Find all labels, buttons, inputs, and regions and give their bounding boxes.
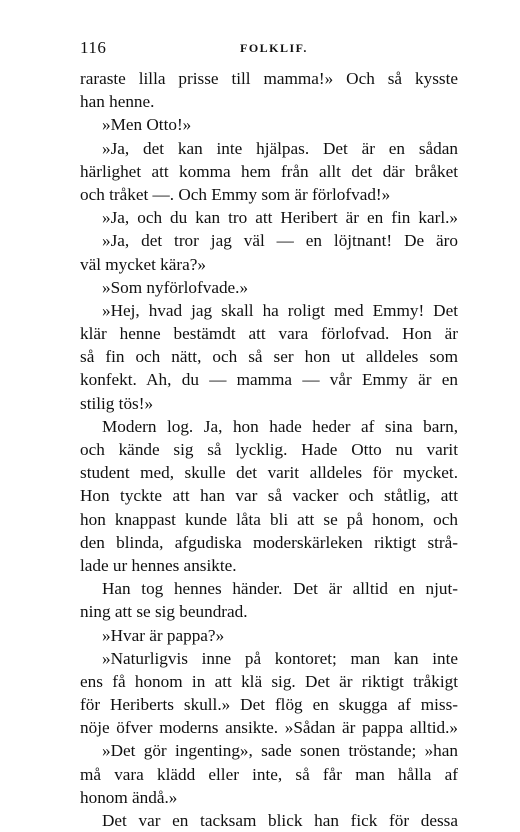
text-line: Hon tyckte att han var så vacker och ståtlig, att [80,486,458,506]
text-line: lade ur hennes ansikte. [80,555,237,575]
text-line: och tråket —. Och Emmy som är förlofvad!» [80,184,391,204]
text-line: hon knappast kunde låta bli att se på honom, och [80,509,458,529]
text-line: honom ändå.» [80,787,178,807]
text-line: ning att se sig beundrad. [80,602,248,622]
text-line: må vara klädd eller inte, så får man hålla af [80,764,458,784]
text-line: »Som nyförlofvade.» [102,277,249,297]
text-line: väl mycket kära?» [80,254,206,274]
text-line: student med, skulle det varit alldeles för mycket. [80,463,458,483]
text-line: »Ja, det tror jag väl — en löjtnant! De äro [102,231,458,251]
running-head: FOLKLIF. [240,41,308,55]
text-line: nöje öfver moderns ansikte. »Sådan är pappa alltid.» [80,718,458,738]
text-line: Det var en tacksam blick han fick för dessa [102,811,458,830]
text-line: »Hvar är pappa?» [102,625,225,645]
text-line: »Men Otto!» [102,115,192,135]
page-header [80,38,458,58]
text-line: »Ja, det kan inte hjälpas. Det är en sådan [102,138,458,158]
text-line: Han tog hennes händer. Det är alltid en njut- [102,579,458,599]
text-line: ens få honom in att klä sig. Det är riktigt tråkigt [80,671,458,691]
text-line: »Ja, och du kan tro att Heribert är en fin karl.» [102,208,458,228]
text-line: konfekt. Ah, du — mamma — vår Emmy är en [80,370,458,390]
text-line: så fin och nätt, och så ser hon ut alldeles som [80,347,458,367]
text-line: raraste lilla prisse till mamma!» Och så kysste [80,69,458,88]
text-line: klär henne bestämdt att vara förlofvad. Hon är [80,324,458,344]
text-line: och kände sig så lycklig. Hade Otto nu varit [80,440,458,459]
text-line: härlighet att komma hem från allt det där bråket [80,161,458,181]
text-line: stilig tös!» [80,393,154,413]
body-text [80,67,458,832]
page-number: 116 [80,38,107,57]
text-line: Modern log. Ja, hon hade heder af sina barn, [102,416,458,436]
text-line: för Heriberts skull.» Det flög en skugga af miss- [80,695,458,715]
text-line: den blinda, afgudiska moderskärleken riktigt strå- [80,532,458,552]
text-line: han henne. [80,92,155,112]
text-line: »Naturligvis inne på kontoret; man kan inte [102,648,458,668]
text-line: »Det gör ingenting», sade sonen tröstande; »han [102,741,458,761]
text-line: »Hej, hvad jag skall ha roligt med Emmy! Det [102,300,458,320]
